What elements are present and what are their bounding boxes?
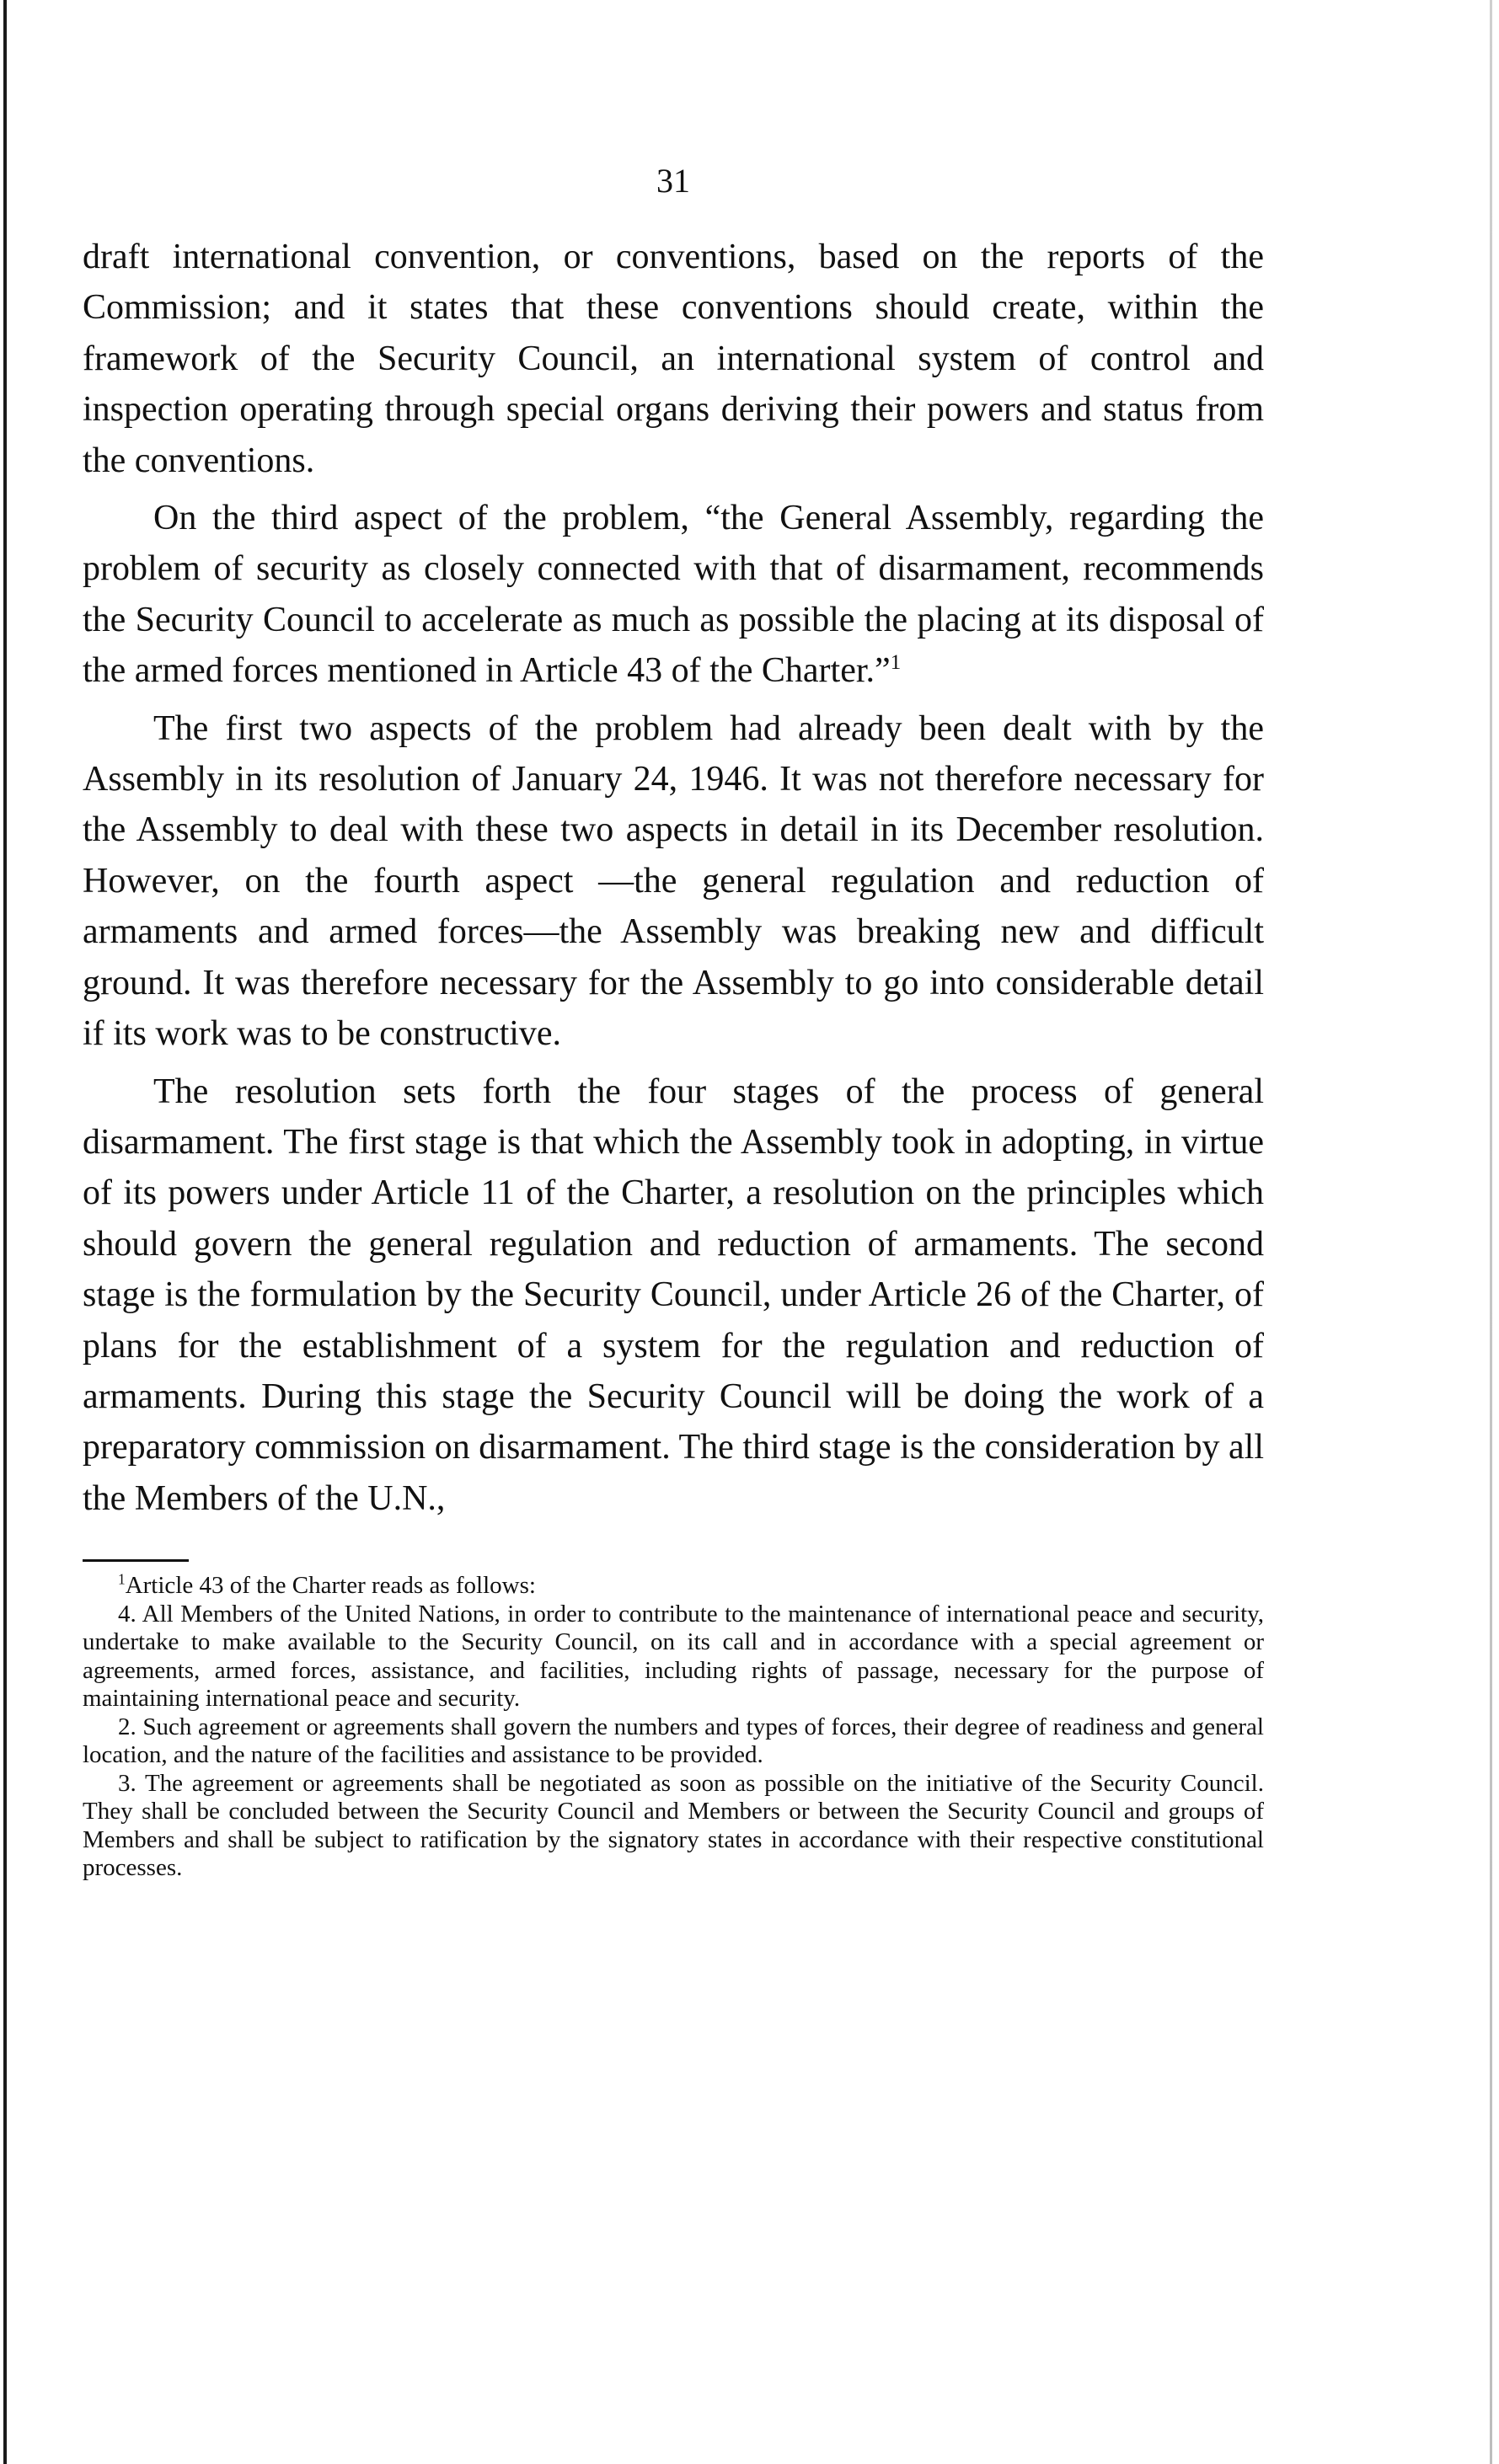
footnote-heading (83, 1572, 1264, 1601)
footnote-item-1: 4. All Members of the United Nations, in order to contribute to the maintenance of international peace and security, undertake to make available to the Security Council, on its call and in accordance with a special agreement or agreements, armed forces, assistance, and facilities, including rights of passage, necessary for the purpose of maintaining international peace and security. (83, 1600, 1264, 1713)
paragraph-4: The resolution sets forth the four stages of the process of general disarmament. The first stage is that which the Assembly took in adopting, in virtue of its powers under Article 11 of the Charter, a resolution on the principles which should govern the general regulation and reduction of armaments. The second stage is the formulation by the Security Council, under Article 26 of the Charter, of plans for the establishment of a system for the regulation and reduction of armaments. During this stage the Security Council will be doing the work of a preparatory commission on disarmament. The third stage is the consideration by all the Members of the U.N., (83, 1072, 1264, 1518)
paragraph-2-text: On the third aspect of the problem, “the General Assembly, regarding the problem of security as closely connected with that of disarmament, recommends the Security Council to accelerate as much as possible the placing at its disposal of the armed forces mentioned in Article 43 of the Charter.” (83, 499, 1264, 691)
document-page (83, 156, 1264, 1883)
footnote-marker: 1 (118, 1570, 126, 1588)
paragraph-2 (83, 493, 1264, 697)
paragraph-1: draft international convention, or conventions, based on the reports of the Commission; and it states that these conventions should create, within the framework of the Security Council, an international system of control and inspection operating through special organs deriving their powers and status from the conventions. (83, 238, 1264, 480)
paragraph-3: The first two aspects of the problem had already been dealt with by the Assembly in its resolution of January 24, 1946. It was not therefore necessary for the Assembly to deal with these two aspects in detail in its December resolution. However, on the fourth aspect —the general regulation and reduction of armaments and armed forces—the Assembly was breaking new and difficult ground. It was therefore necessary for the Assembly to go into considerable detail if its work was to be constructive. (83, 708, 1264, 1054)
body-text (83, 232, 1264, 1524)
page-left-edge (3, 0, 7, 2464)
footnote-item-2: 2. Such agreement or agreements shall govern the numbers and types of forces, their degree of readiness and general location, and the nature of the facilities and assistance to be provided. (83, 1713, 1264, 1769)
footnotes (83, 1572, 1264, 1883)
page-right-edge (1490, 0, 1492, 2464)
footnote-reference: 1 (890, 651, 902, 675)
footnote-divider (83, 1559, 189, 1562)
footnote-heading-text: Article 43 of the Charter reads as follows: (125, 1572, 536, 1600)
page-number: 31 (656, 162, 690, 200)
footnote-item-3: 3. The agreement or agreements shall be negotiated as soon as possible on the initiative of the Security Council. They shall be concluded between the Security Council and Members or between the Security Council and groups of Members and shall be subject to ratification by the signatory states in accordance with their respective constitutional processes. (83, 1769, 1264, 1882)
